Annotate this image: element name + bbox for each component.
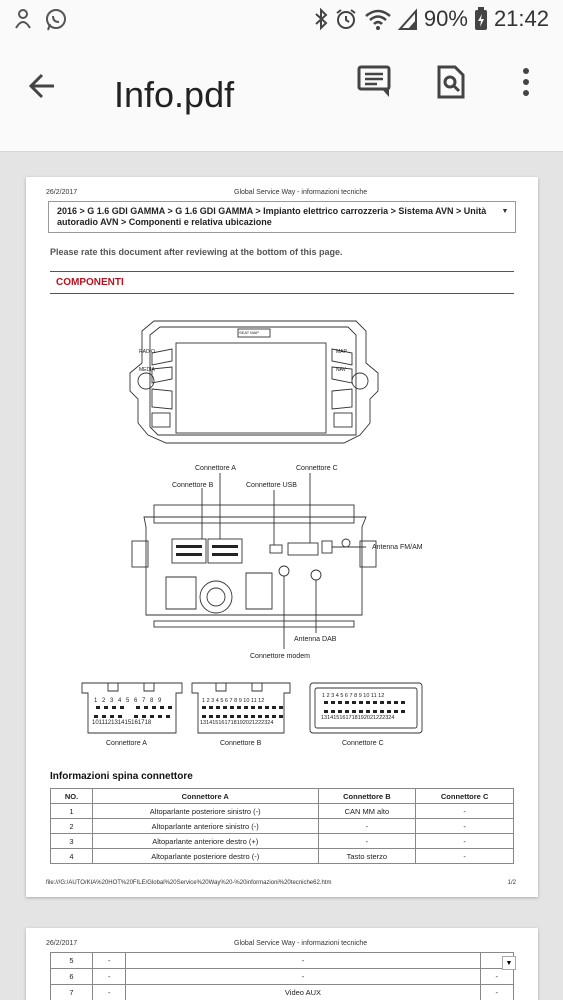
table-header-cell: NO.: [51, 789, 93, 804]
table-cell: Altoparlante posteriore destro (-): [93, 849, 319, 864]
battery-charging-icon: [474, 7, 488, 31]
front-nav-button-label: NAV: [336, 367, 346, 373]
breadcrumb-dropdown-button[interactable]: ▼: [502, 956, 516, 970]
label-connettore-b: Connettore B: [172, 482, 214, 489]
page-header-title: Global Service Way - informazioni tecniche: [234, 940, 368, 947]
table-header-cell: Connettore B: [318, 789, 416, 804]
label-connettore-c: Connettore C: [296, 465, 338, 472]
label-connettore-modem: Connettore modem: [250, 653, 310, 660]
label-connettore-a: Connettore A: [195, 465, 236, 472]
whatsapp-icon: [44, 8, 68, 32]
pinout-c-row1: 1 2 3 4 5 6 7 8 9 10 11 12: [322, 693, 385, 699]
table-cell: -: [318, 834, 416, 849]
status-bar: [0, 0, 563, 40]
connector-pin-table: [50, 788, 514, 864]
table-cell: 5: [51, 953, 93, 969]
front-radio-button-label: RADIO: [139, 349, 155, 355]
page-footer-number: 1/2: [507, 880, 516, 886]
table-cell: -: [93, 953, 126, 969]
table-cell: Altoparlante posteriore sinistro (-): [93, 804, 319, 819]
front-top-button-label: SEAT MAP: [239, 330, 259, 335]
comment-icon: [356, 64, 392, 100]
alarm-icon: [334, 7, 358, 31]
table-row: [51, 834, 514, 849]
table-cell: -: [416, 834, 514, 849]
find-in-document-button[interactable]: [433, 64, 469, 100]
table-cell: 1: [51, 804, 93, 819]
more-options-button[interactable]: [508, 64, 544, 100]
bluetooth-icon: [314, 7, 328, 31]
table-cell: CAN MM alto: [318, 804, 416, 819]
comments-button[interactable]: [356, 64, 392, 100]
more-vert-icon: [508, 64, 544, 100]
table-cell: -: [93, 985, 126, 1000]
table-cell: -: [416, 819, 514, 834]
table-row: [51, 953, 514, 969]
battery-percent: 90%: [423, 6, 468, 31]
pinout-c-label: Connettore C: [342, 740, 384, 747]
table-cell: Video AUX: [126, 985, 480, 1000]
table-cell: 7: [51, 985, 93, 1000]
pinout-b-row2: 131415161718192021222324: [200, 720, 274, 726]
find-in-page-icon: [433, 64, 469, 100]
table-cell: -: [416, 849, 514, 864]
label-antenna-dab: Antenna DAB: [294, 636, 337, 643]
signal-icon: [398, 7, 418, 31]
rate-message: Please rate this document after reviewing at the bottom of this page.: [50, 247, 343, 257]
table-row: [51, 969, 514, 985]
pinout-a-row2: 101112131415161718: [92, 720, 152, 726]
table-cell: Altoparlante anteriore destro (+): [93, 834, 319, 849]
table-header-cell: Connettore A: [93, 789, 319, 804]
table-cell: Tasto sterzo: [318, 849, 416, 864]
pdf-page-1[interactable]: [26, 177, 538, 897]
connector-pin-table-continued: [50, 952, 514, 1000]
table-cell: -: [480, 969, 513, 985]
back-button[interactable]: [24, 66, 64, 106]
front-map-button-label: MAP: [336, 349, 347, 355]
table-row: [51, 819, 514, 834]
arrow-back-icon: [24, 66, 64, 106]
section-title: COMPONENTI: [56, 277, 124, 288]
table-cell: 4: [51, 849, 93, 864]
pinout-b-row1: 1 2 3 4 5 6 7 8 9 10 11 12: [202, 698, 265, 704]
pinout-c-row2: 131415161718192021222324: [321, 715, 395, 721]
avn-unit-diagram: [26, 177, 538, 767]
table-cell: Altoparlante anteriore sinistro (-): [93, 819, 319, 834]
connector-info-title: Informazioni spina connettore: [50, 771, 193, 782]
pdf-page-2[interactable]: [26, 928, 538, 1000]
table-row: [51, 849, 514, 864]
breadcrumb-text: 2016 > G 1.6 GDI GAMMA > G 1.6 GDI GAMMA > Impianto elettrico carrozzeria > Sistema AVN > Unità autoradio AVN > Componenti e relativa ubicazione: [57, 206, 487, 227]
table-cell: -: [93, 969, 126, 985]
wifi-icon: [364, 7, 392, 31]
pinout-b-label: Connettore B: [220, 740, 262, 747]
table-cell: 2: [51, 819, 93, 834]
table-cell: -: [480, 985, 513, 1000]
page-header-date: 26/2/2017: [46, 189, 78, 196]
table-cell: 3: [51, 834, 93, 849]
table-cell: -: [126, 969, 480, 985]
notification-app-icon: [12, 8, 34, 32]
table-row: [51, 804, 514, 819]
pinout-a-label: Connettore A: [106, 740, 147, 747]
label-connettore-usb: Connettore USB: [246, 482, 297, 489]
table-cell: -: [318, 819, 416, 834]
table-cell: 6: [51, 969, 93, 985]
pinout-a-row1: 1 2 3 4 5 6 7 8 9: [94, 698, 163, 704]
page-header-date: 26/2/2017: [46, 940, 78, 947]
breadcrumb-dropdown-button[interactable]: ▼: [501, 208, 509, 215]
table-header-row: [51, 789, 514, 804]
table-cell: -: [416, 804, 514, 819]
app-bar: [0, 40, 563, 152]
table-header-cell: Connettore C: [416, 789, 514, 804]
table-cell: -: [126, 953, 480, 969]
page-footer-url: file:///G:/AUTO/KIA%20HOT%20FILE/Global%20Service%20Way%20-%20informazioni%20tecniche62.htm: [46, 880, 332, 886]
page-header-title: Global Service Way - informazioni tecniche: [234, 189, 368, 196]
label-antenna-fm-am: Antenna FM/AM: [372, 544, 423, 551]
front-media-button-label: MEDIA: [139, 367, 155, 373]
table-row: [51, 985, 514, 1000]
clock: 21:42: [493, 6, 549, 31]
document-title: Info.pdf: [114, 74, 235, 115]
